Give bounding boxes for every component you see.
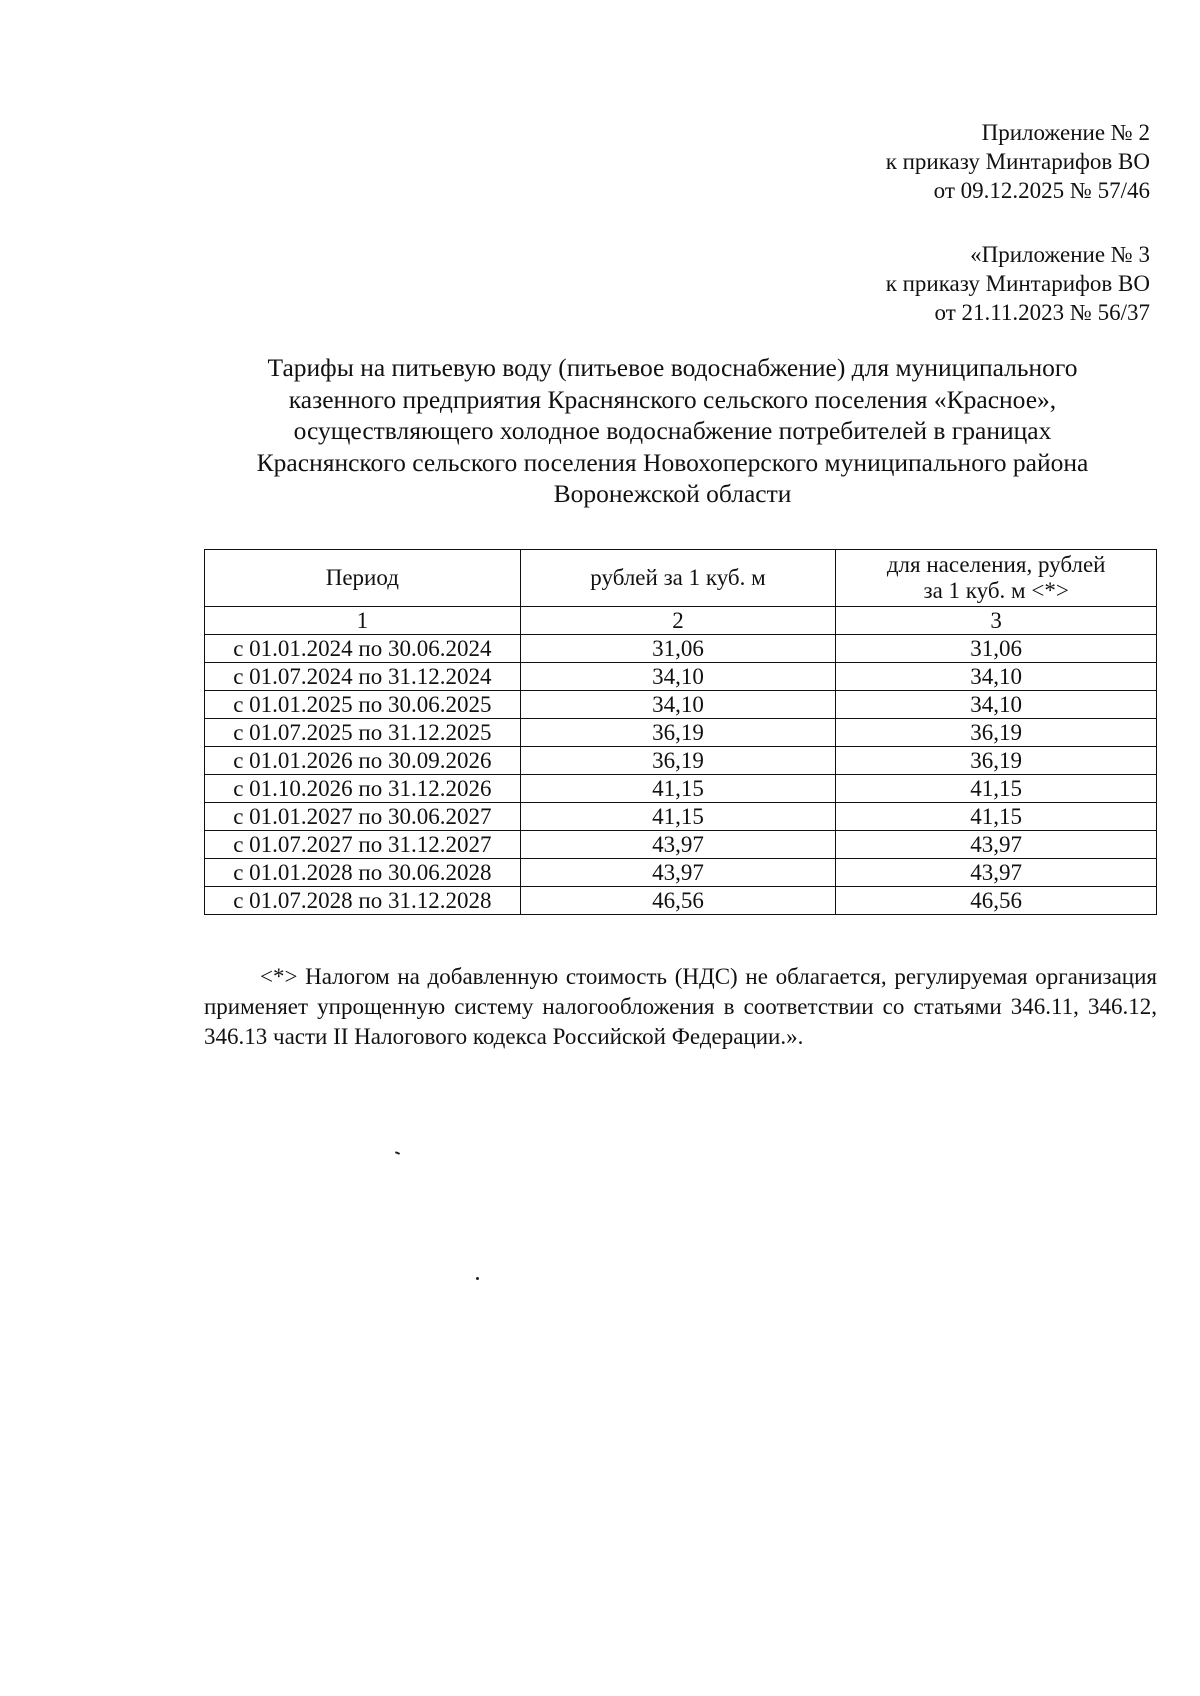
- population-cell: 41,15: [836, 775, 1157, 803]
- table-header-row: [205, 550, 1157, 607]
- column-number: 3: [836, 607, 1157, 635]
- annex-number: Приложение № 2: [981, 120, 1150, 145]
- rub-cell: 36,19: [520, 719, 836, 747]
- column-number: 2: [520, 607, 836, 635]
- table-row: [205, 747, 1157, 775]
- period-cell: с 01.07.2025 по 31.12.2025: [205, 719, 521, 747]
- rub-cell: 43,97: [520, 831, 836, 859]
- rub-cell: 36,19: [520, 747, 836, 775]
- rub-cell: 41,15: [520, 775, 836, 803]
- period-cell: с 01.01.2024 по 30.06.2024: [205, 635, 521, 663]
- population-cell: 34,10: [836, 691, 1157, 719]
- table-row: [205, 719, 1157, 747]
- scan-speck: [476, 1277, 479, 1280]
- annex-order-reference: к приказу Минтарифов ВО: [885, 271, 1150, 296]
- period-cell: с 01.01.2028 по 30.06.2028: [205, 859, 521, 887]
- annex-order-date: от 09.12.2025 № 57/46: [933, 178, 1150, 203]
- period-cell: с 01.07.2024 по 31.12.2024: [205, 663, 521, 691]
- population-cell: 43,97: [836, 831, 1157, 859]
- header-population-line2: за 1 куб. м <*>: [923, 578, 1069, 603]
- column-number: 1: [205, 607, 521, 635]
- period-cell: с 01.01.2026 по 30.09.2026: [205, 747, 521, 775]
- rub-cell: 41,15: [520, 803, 836, 831]
- population-cell: 43,97: [836, 859, 1157, 887]
- table-row: [205, 775, 1157, 803]
- population-cell: 36,19: [836, 719, 1157, 747]
- header-population-line1: для населения, рублей: [886, 552, 1106, 577]
- title-line: Воронежской области: [553, 479, 792, 508]
- table-row: [205, 859, 1157, 887]
- annex-number: «Приложение № 3: [970, 242, 1150, 267]
- population-cell: 34,10: [836, 663, 1157, 691]
- table-row: [205, 831, 1157, 859]
- population-cell: 31,06: [836, 635, 1157, 663]
- tariff-table: [204, 549, 1157, 915]
- table-row: [205, 803, 1157, 831]
- population-cell: 36,19: [836, 747, 1157, 775]
- population-cell: 46,56: [836, 887, 1157, 915]
- title-line: Тарифы на питьевую воду (питьевое водоснабжение) для муниципального: [267, 353, 1078, 382]
- population-cell: 41,15: [836, 803, 1157, 831]
- table-row: [205, 887, 1157, 915]
- scan-speck: [395, 1151, 400, 1155]
- period-cell: с 01.07.2028 по 31.12.2028: [205, 887, 521, 915]
- rub-cell: 46,56: [520, 887, 836, 915]
- period-cell: с 01.01.2027 по 30.06.2027: [205, 803, 521, 831]
- table-row: [205, 691, 1157, 719]
- rub-cell: 31,06: [520, 635, 836, 663]
- period-cell: с 01.07.2027 по 31.12.2027: [205, 831, 521, 859]
- annex-order-date: от 21.11.2023 № 56/37: [934, 300, 1150, 325]
- title-line: осуществляющего холодное водоснабжение потребителей в границах: [293, 416, 1052, 445]
- rub-cell: 43,97: [520, 859, 836, 887]
- rub-cell: 34,10: [520, 691, 836, 719]
- table-row: [205, 635, 1157, 663]
- title-line: казенного предприятия Краснянского сельского поселения «Красное»,: [288, 384, 1057, 414]
- rub-cell: 34,10: [520, 663, 836, 691]
- header-rub-per-m3: рублей за 1 куб. м: [520, 550, 836, 607]
- footnote: <*> Налогом на добавленную стоимость (НДС) не облагается, регулируемая организация применяет упрощенную систему налогообложения в соответствии со статьями 346.11, 346.12, 346.13 части II Налогового кодекса Российской Федерации.».: [204, 964, 1157, 1049]
- document-title: [180, 352, 1165, 510]
- period-cell: с 01.10.2026 по 31.12.2026: [205, 775, 521, 803]
- table-row: [205, 663, 1157, 691]
- annex-reference-previous: [886, 240, 1150, 327]
- header-period: Период: [205, 550, 521, 607]
- column-number-row: [205, 607, 1157, 635]
- title-line: Краснянского сельского поселения Новохоперского муниципального района: [256, 447, 1089, 477]
- header-population: [836, 550, 1157, 607]
- annex-reference-current: [886, 118, 1150, 205]
- annex-order-reference: к приказу Минтарифов ВО: [885, 149, 1150, 174]
- period-cell: с 01.01.2025 по 30.06.2025: [205, 691, 521, 719]
